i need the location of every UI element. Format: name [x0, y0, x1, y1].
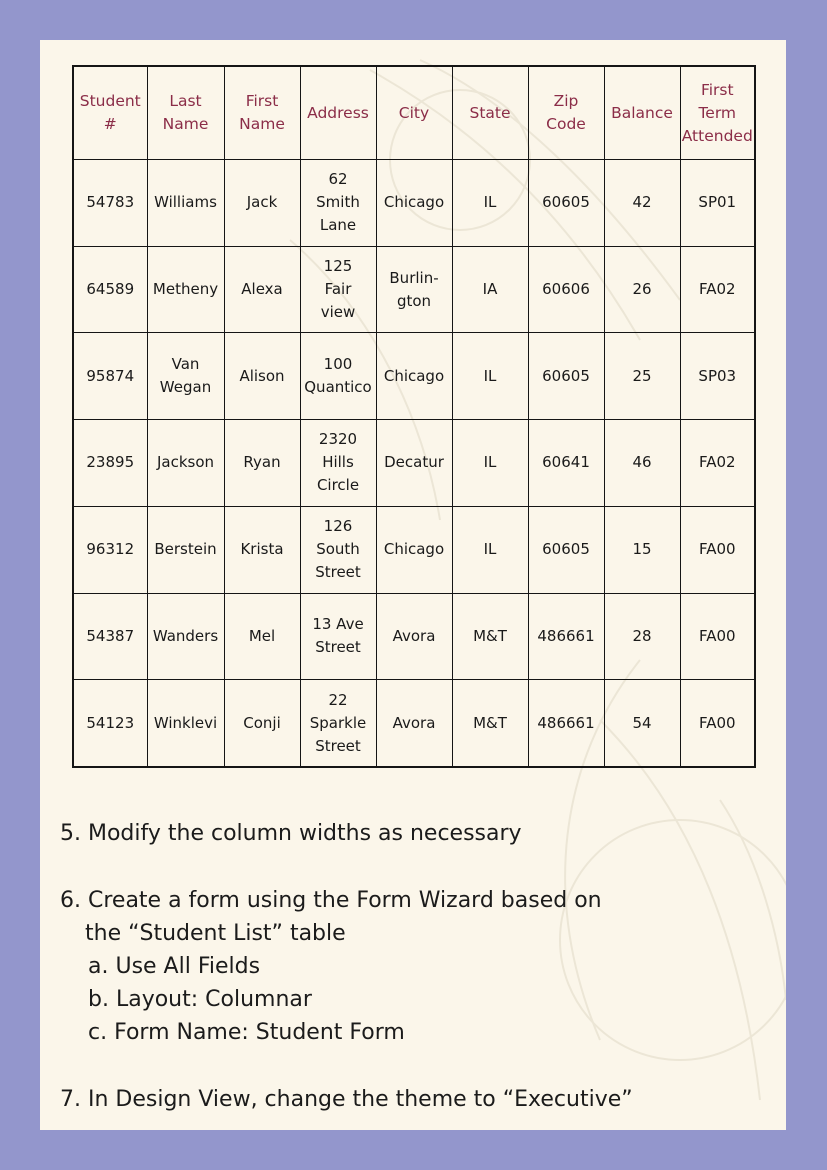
cell-city: Chicago — [376, 160, 452, 247]
cell-first-name: Alexa — [224, 246, 300, 333]
header-address: Address — [300, 66, 376, 160]
table-row — [73, 420, 755, 507]
cell-student-number: 96312 — [73, 506, 147, 593]
cell-address: 22 Sparkle Street — [300, 680, 376, 767]
cell-zip-code: 60605 — [528, 160, 604, 247]
cell-address: 126 South Street — [300, 506, 376, 593]
cell-first-term: FA00 — [680, 506, 755, 593]
cell-state: IL — [452, 506, 528, 593]
instruction-step-6: 6. Create a form using the Form Wizard based on — [60, 888, 602, 913]
cell-balance: 54 — [604, 680, 680, 767]
cell-balance: 42 — [604, 160, 680, 247]
cell-city: Avora — [376, 680, 452, 767]
cell-zip-code: 60641 — [528, 420, 604, 507]
cell-first-term: FA02 — [680, 420, 755, 507]
cell-address: 13 Ave Street — [300, 593, 376, 680]
cell-student-number: 64589 — [73, 246, 147, 333]
table-row — [73, 506, 755, 593]
cell-state: IL — [452, 160, 528, 247]
cell-city: Chicago — [376, 506, 452, 593]
header-city: City — [376, 66, 452, 160]
cell-balance: 26 — [604, 246, 680, 333]
cell-zip-code: 60605 — [528, 506, 604, 593]
cell-first-term: FA02 — [680, 246, 755, 333]
cell-first-term: FA00 — [680, 593, 755, 680]
cell-first-term: FA00 — [680, 680, 755, 767]
table-row — [73, 246, 755, 333]
cell-zip-code: 486661 — [528, 680, 604, 767]
cell-city: Avora — [376, 593, 452, 680]
cell-address: 62 Smith Lane — [300, 160, 376, 247]
cell-student-number: 95874 — [73, 333, 147, 420]
cell-state: M&T — [452, 593, 528, 680]
cell-address: 125 Fair view — [300, 246, 376, 333]
cell-last-name: Metheny — [147, 246, 224, 333]
cell-balance: 25 — [604, 333, 680, 420]
instruction-step-6a: a. Use All Fields — [88, 954, 261, 979]
table-row — [73, 593, 755, 680]
cell-last-name: Winklevi — [147, 680, 224, 767]
instruction-step-5: 5. Modify the column widths as necessary — [60, 821, 522, 846]
cell-first-name: Alison — [224, 333, 300, 420]
cell-last-name: Williams — [147, 160, 224, 247]
cell-balance: 15 — [604, 506, 680, 593]
cell-city: Decatur — [376, 420, 452, 507]
cell-city: Burlin- gton — [376, 246, 452, 333]
cell-first-name: Jack — [224, 160, 300, 247]
cell-first-term: SP01 — [680, 160, 755, 247]
cell-last-name: Jackson — [147, 420, 224, 507]
cell-state: IA — [452, 246, 528, 333]
cell-city: Chicago — [376, 333, 452, 420]
header-zip-code: Zip Code — [528, 66, 604, 160]
cell-state: IL — [452, 420, 528, 507]
cell-first-term: SP03 — [680, 333, 755, 420]
cell-balance: 46 — [604, 420, 680, 507]
cell-address: 100 Quantico — [300, 333, 376, 420]
student-list-table — [72, 65, 756, 768]
cell-address: 2320 Hills Circle — [300, 420, 376, 507]
cell-student-number: 23895 — [73, 420, 147, 507]
instruction-step-6b: b. Layout: Columnar — [88, 987, 312, 1012]
cell-first-name: Mel — [224, 593, 300, 680]
cell-state: M&T — [452, 680, 528, 767]
instruction-step-6c: c. Form Name: Student Form — [88, 1020, 405, 1045]
cell-zip-code: 486661 — [528, 593, 604, 680]
table-row — [73, 680, 755, 767]
header-state: State — [452, 66, 528, 160]
table-row — [73, 333, 755, 420]
header-student-number: Student # — [73, 66, 147, 160]
cell-student-number: 54783 — [73, 160, 147, 247]
cell-first-name: Conji — [224, 680, 300, 767]
header-balance: Balance — [604, 66, 680, 160]
cell-student-number: 54387 — [73, 593, 147, 680]
cell-first-name: Krista — [224, 506, 300, 593]
instruction-step-6-continued: the “Student List” table — [85, 921, 346, 946]
header-first-name: First Name — [224, 66, 300, 160]
table-row — [73, 160, 755, 247]
cell-zip-code: 60606 — [528, 246, 604, 333]
cell-last-name: Berstein — [147, 506, 224, 593]
cell-last-name: Van Wegan — [147, 333, 224, 420]
worksheet-page — [40, 40, 786, 1130]
cell-state: IL — [452, 333, 528, 420]
cell-balance: 28 — [604, 593, 680, 680]
instructions-list — [60, 817, 760, 1116]
header-first-term-attended: First Term Attended — [680, 66, 755, 160]
cell-zip-code: 60605 — [528, 333, 604, 420]
cell-student-number: 54123 — [73, 680, 147, 767]
cell-last-name: Wanders — [147, 593, 224, 680]
header-last-name: Last Name — [147, 66, 224, 160]
instruction-step-7: 7. In Design View, change the theme to “Executive” — [60, 1087, 633, 1112]
cell-first-name: Ryan — [224, 420, 300, 507]
table-header-row — [73, 66, 755, 160]
